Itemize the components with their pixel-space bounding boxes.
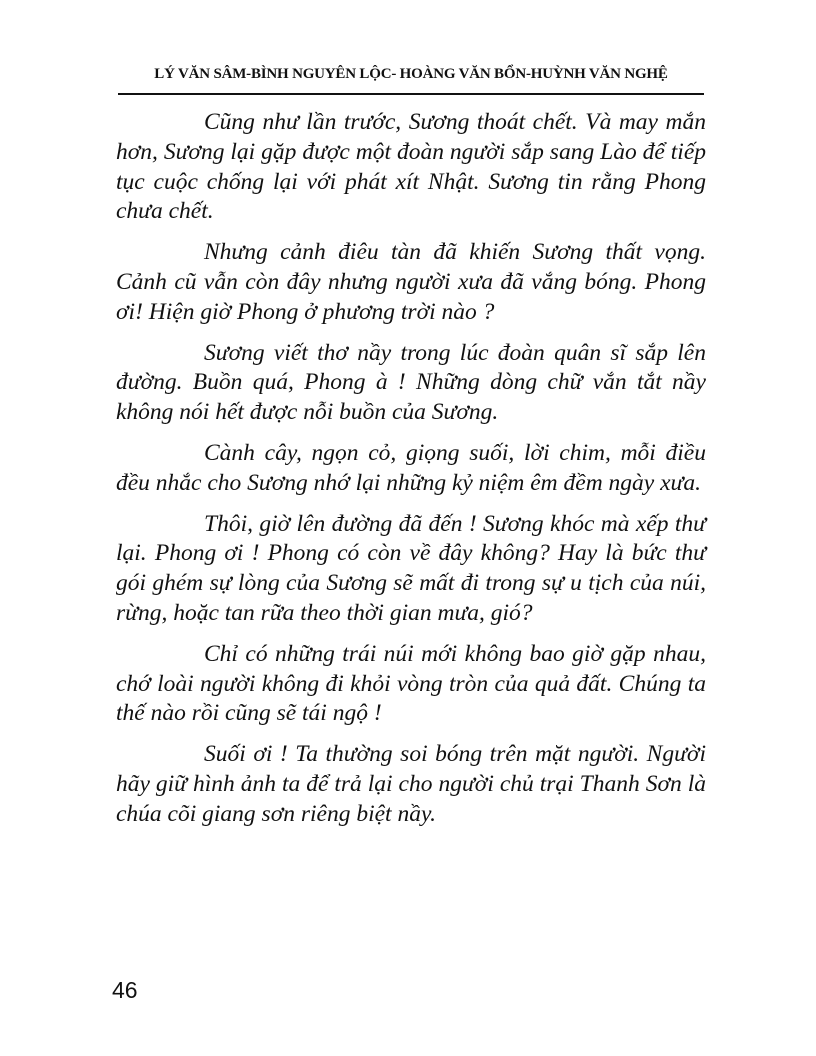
page-number: 46 [112,977,138,1003]
paragraph: Chỉ có những trái núi mới không bao giờ gặp nhau, chớ loài người không đi khỏi vòng tròn của quả đất. Chúng ta thế nào rồi cũng sẽ tái ngộ ! [116,640,706,727]
paragraph: Cũng như lần trước, Sương thoát chết. Và may mắn hơn, Sương lại gặp được một đoàn người sắp sang Lào để tiếp tục cuộc chống lại với phát xít Nhật. Sương tin rằng Phong chưa chết. [116,109,706,225]
body-text [116,108,706,841]
paragraph: Sương viết thơ nầy trong lúc đoàn quân sĩ sắp lên đường. Buồn quá, Phong à ! Những dòng chữ vắn tắt nầy không nói hết được nỗi buồn của Sương. [116,339,706,426]
header-rule [118,93,704,95]
running-header: LÝ VĂN SÂM-BÌNH NGUYÊN LỘC- HOÀNG VĂN BỔN-HUỲNH VĂN NGHỆ [154,66,668,82]
paragraph: Thôi, giờ lên đường đã đến ! Sương khóc mà xếp thư lại. Phong ơi ! Phong có còn về đây không? Hay là bức thư gói ghém sự lòng của Sương sẽ mất đi trong sự u tịch của núi, rừng, hoặc tan rữa theo thời gian mưa, gió? [116,510,706,626]
paragraph: Cành cây, ngọn cỏ, giọng suối, lời chim, mỗi điều đều nhắc cho Sương nhớ lại những kỷ niệm êm đềm ngày xưa. [116,439,706,496]
paragraph: Suối ơi ! Ta thường soi bóng trên mặt người. Người hãy giữ hình ảnh ta để trả lại cho người chủ trại Thanh Sơn là chúa cõi giang sơn riêng biệt nầy. [116,741,706,827]
paragraph: Nhưng cảnh điêu tàn đã khiến Sương thất vọng. Cảnh cũ vẫn còn đây nhưng người xưa đã vắng bóng. Phong ơi! Hiện giờ Phong ở phương trời nào ? [116,239,706,325]
